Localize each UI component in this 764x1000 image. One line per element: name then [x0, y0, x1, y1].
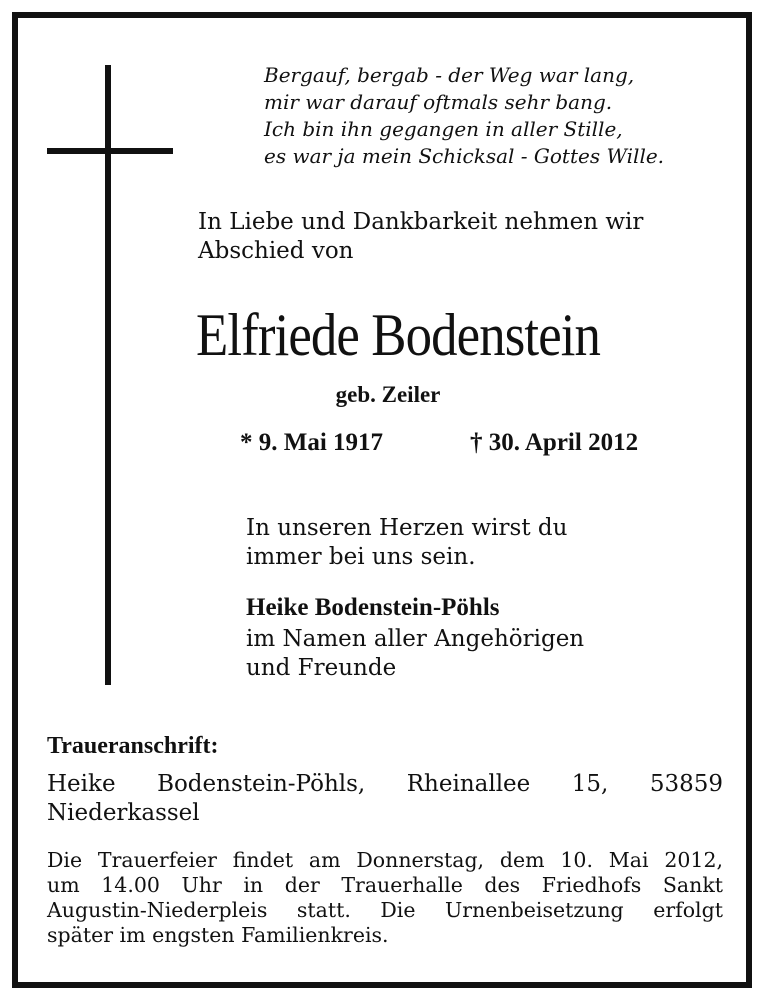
- service-word: in: [243, 873, 264, 897]
- service-word: der: [284, 873, 320, 897]
- farewell-line: In unseren Herzen wirst du: [246, 515, 568, 541]
- obituary-notice: [12, 12, 752, 988]
- address-title: Traueranschrift:: [47, 733, 219, 759]
- service-word: Die: [380, 898, 416, 922]
- service-word: Mai: [608, 848, 649, 872]
- service-word: dem: [499, 848, 545, 872]
- service-word: am: [308, 848, 341, 872]
- address-word: 53859: [649, 771, 723, 797]
- service-word: Urnenbeisetzung: [445, 898, 624, 922]
- poem-line: mir war darauf oftmals sehr bang.: [264, 90, 613, 114]
- intro-text: [198, 208, 738, 266]
- address-word: Bodenstein-Pöhls,: [157, 771, 366, 797]
- service-word: des: [484, 873, 521, 897]
- service-line-2: [47, 873, 723, 898]
- service-word: 2012,: [664, 848, 723, 872]
- address-line-2: Niederkassel: [47, 800, 200, 826]
- death-date: † 30. April 2012: [470, 429, 639, 456]
- address-line-1: [47, 770, 723, 799]
- service-word: um: [47, 873, 80, 897]
- birth-date: * 9. Mai 1917: [240, 429, 384, 456]
- service-word: Die: [47, 848, 83, 872]
- intro-line: In Liebe und Dankbarkeit nehmen wir: [198, 209, 644, 235]
- service-word: 14.00: [101, 873, 160, 897]
- poem: [264, 62, 734, 170]
- mourning-address: [47, 770, 723, 828]
- service-word: Trauerfeier: [97, 848, 217, 872]
- service-word: findet: [232, 848, 294, 872]
- signer-line: im Namen aller Angehörigen: [246, 626, 585, 652]
- service-word: Friedhofs: [541, 873, 642, 897]
- intro-line: Abschied von: [198, 238, 354, 264]
- service-line-4: später im engsten Familienkreis.: [47, 923, 389, 947]
- service-word: Donnerstag,: [356, 848, 485, 872]
- address-word: Rheinallee: [406, 771, 531, 797]
- service-word: statt.: [296, 898, 351, 922]
- signer-name: Heike Bodenstein-Pöhls: [246, 594, 500, 621]
- service-word: erfolgt: [653, 898, 723, 922]
- signer-line: und Freunde: [246, 655, 397, 681]
- cross-vertical-bar: [105, 65, 111, 685]
- maiden-name: geb. Zeiler: [335, 382, 441, 407]
- service-word: Trauerhalle: [341, 873, 463, 897]
- service-word: Augustin-Niederpleis: [47, 898, 268, 922]
- address-word: 15,: [571, 771, 609, 797]
- service-line-1: [47, 848, 723, 873]
- poem-line: Bergauf, bergab - der Weg war lang,: [264, 63, 635, 87]
- poem-line: es war ja mein Schicksal - Gottes Wille.: [264, 144, 665, 168]
- funeral-service-info: [47, 848, 723, 948]
- cross-horizontal-bar: [47, 148, 173, 154]
- poem-line: Ich bin ihn gegangen in aller Stille,: [264, 117, 623, 141]
- farewell-line: immer bei uns sein.: [246, 544, 476, 570]
- service-line-3: [47, 898, 723, 923]
- service-word: 10.: [560, 848, 593, 872]
- address-word: Heike: [47, 771, 116, 797]
- deceased-name: Elfriede Bodenstein: [196, 302, 601, 368]
- farewell-text: [246, 514, 726, 572]
- service-word: Sankt: [662, 873, 723, 897]
- service-word: Uhr: [181, 873, 222, 897]
- signer-subtitle: [246, 625, 726, 683]
